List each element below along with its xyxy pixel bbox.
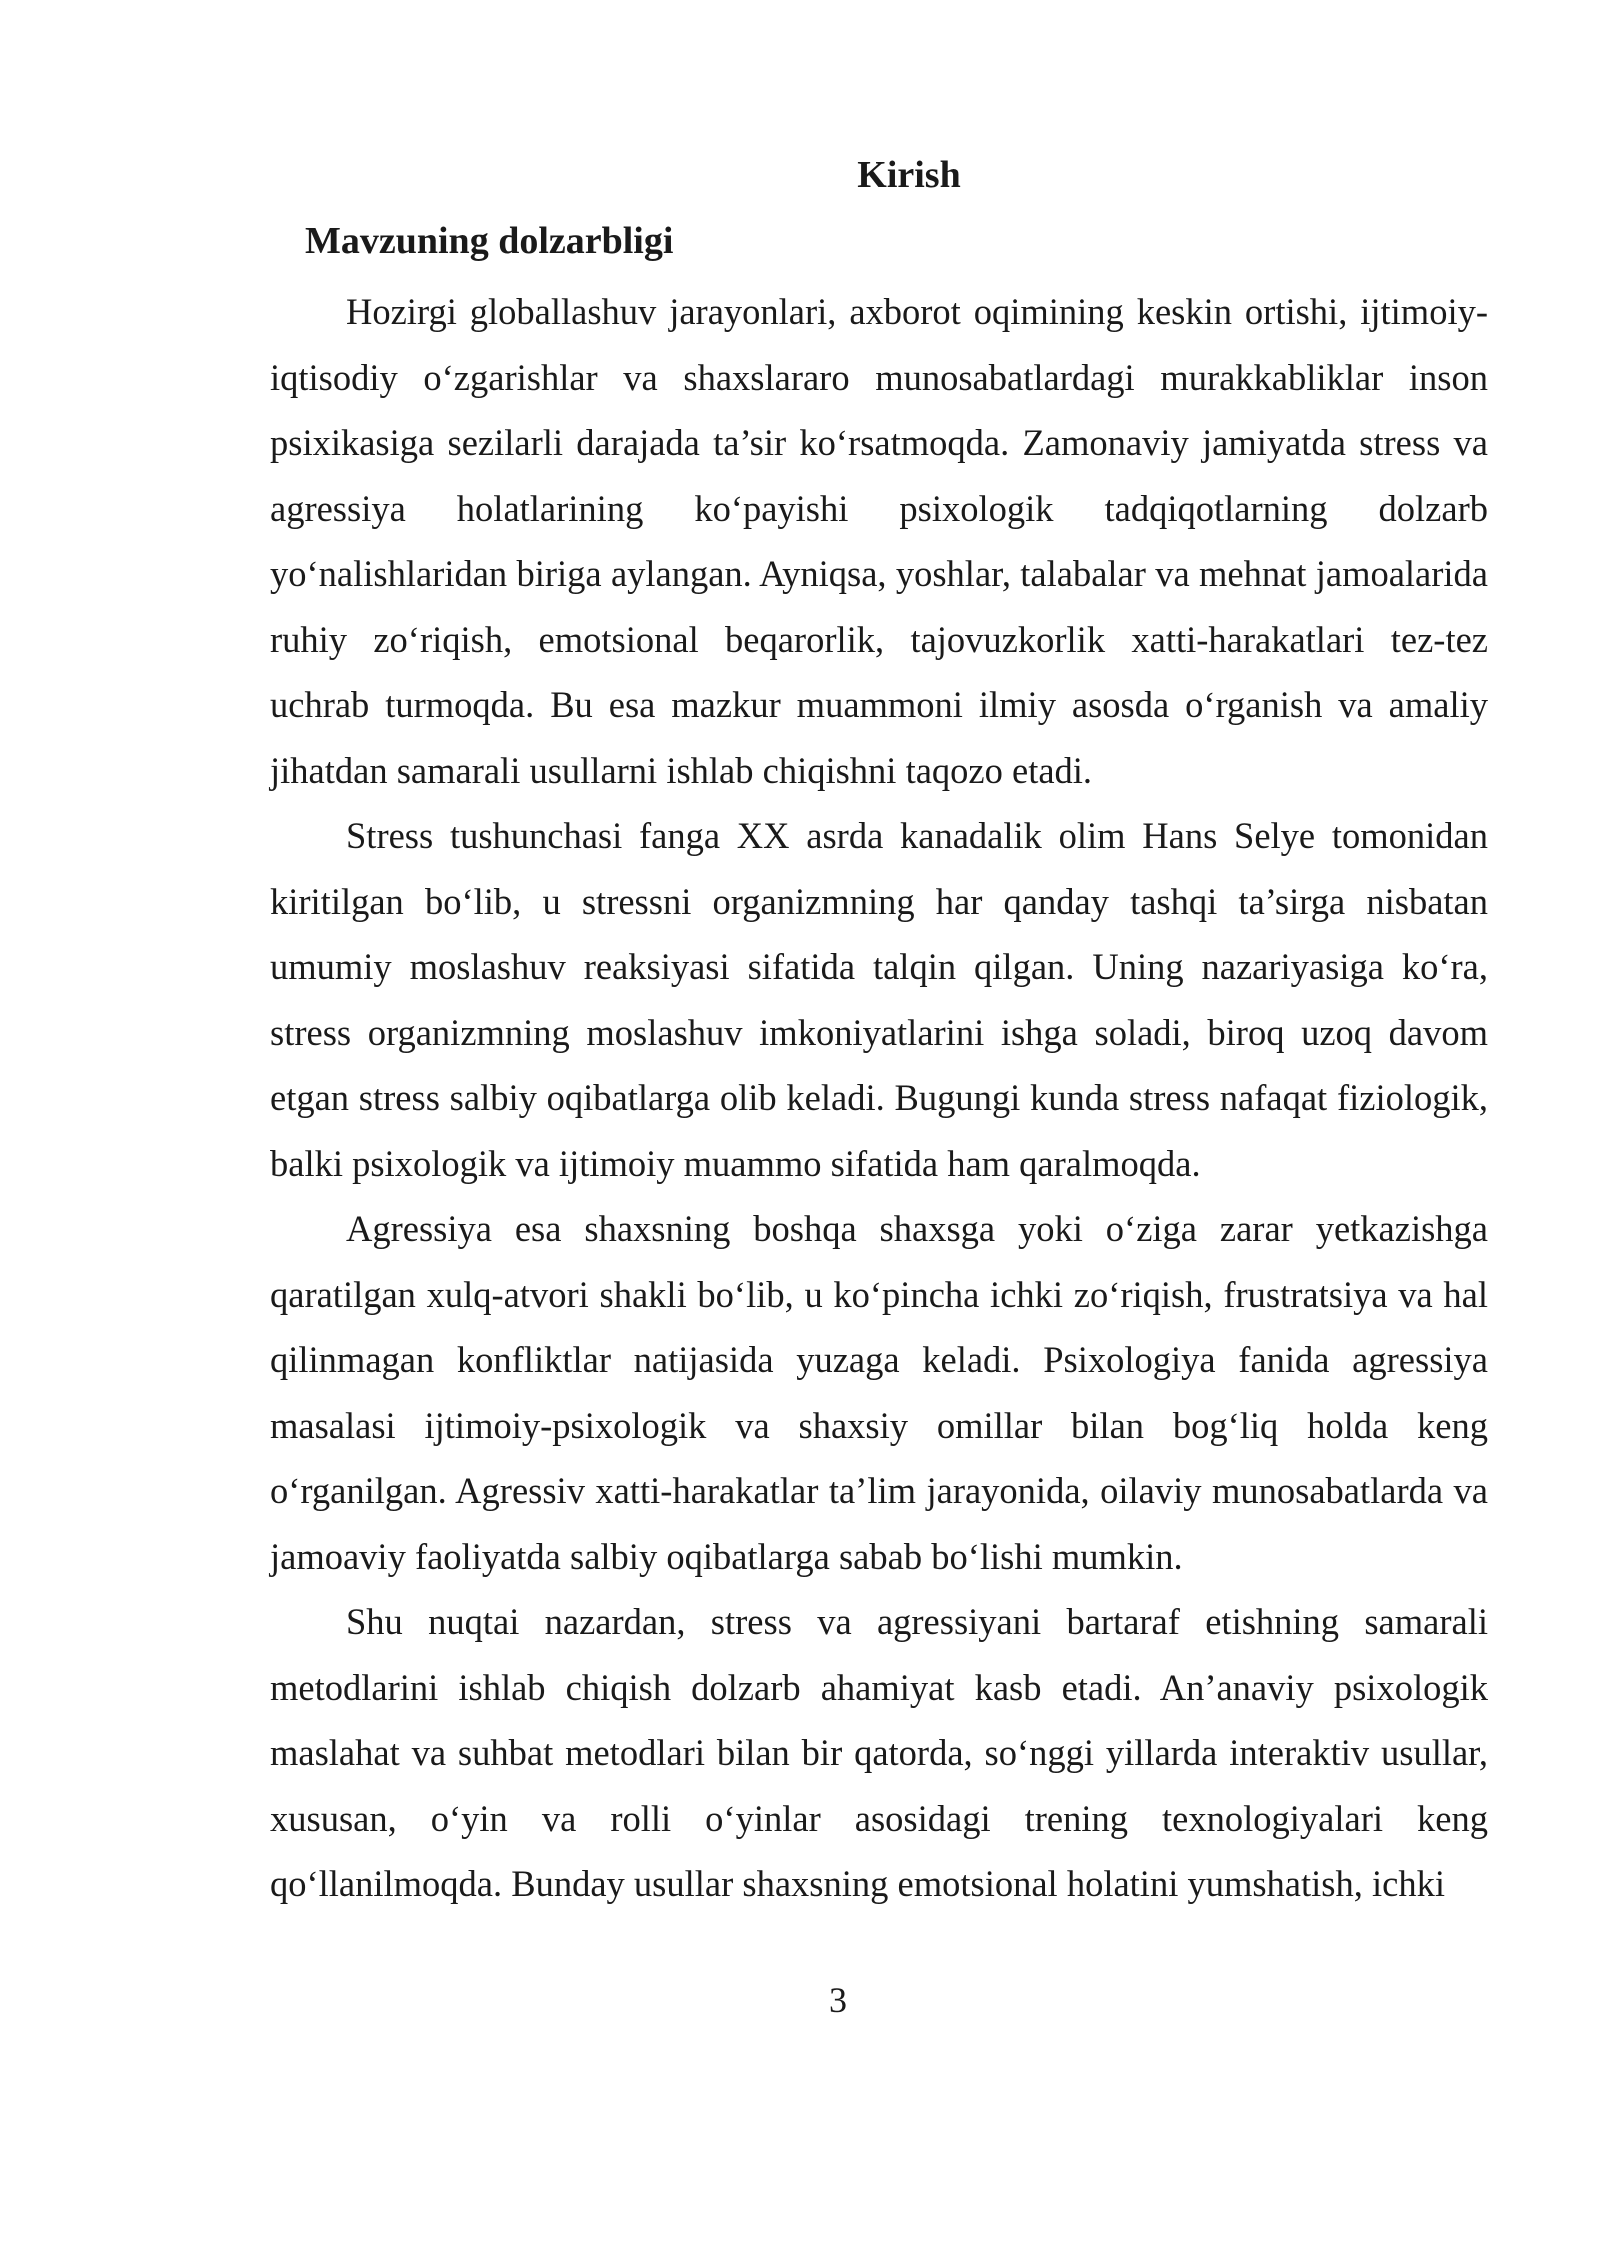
page-number: 3 (829, 1980, 847, 2020)
paragraph: Hozirgi globallashuv jarayonlari, axborot oqimining keskin ortishi, ijtimoiy-iqtisodiy o‘zgarishlar va shaxslararo munosabatlardagi murakkabliklar inson psixikasiga sezilarli darajada ta’sir ko‘rsatmoqda. Zamonaviy jamiyatda stress va agressiya holatlarining ko‘payishi psixologik tadqiqotlarning dolzarb yo‘nalishlaridan biriga aylangan. Ayniqsa, yoshlar, talabalar va mehnat jamoalarida ruhiy zo‘riqish, emotsional beqarorlik, tajovuzkorlik xatti-harakatlari tez-tez uchrab turmoqda. Bu esa mazkur muammoni ilmiy asosda o‘rganish va amaliy jihatdan samarali usullarni ishlab chiqishni taqozo etadi. (270, 291, 1488, 791)
section-subtitle: Mavzuning dolzarbligi (305, 220, 674, 262)
paragraph: Agressiya esa shaxsning boshqa shaxsga yoki o‘ziga zarar yetkazishga qaratilgan xulq-atvori shakli bo‘lib, u ko‘pincha ichki zo‘riqish, frustratsiya va hal qilinmagan konfliktlar natijasida yuzaga keladi. Psixologiya fanida agressiya masalasi ijtimoiy-psixologik va shaxsiy omillar bilan bog‘liq holda keng o‘rganilgan. Agressiv xatti-harakatlar ta’lim jarayonida, oilaviy munosabatlarda va jamoaviy faoliyatda salbiy oqibatlarga sabab bo‘lishi mumkin. (270, 1208, 1488, 1577)
section-title: Kirish (857, 154, 961, 196)
document-body (270, 279, 1488, 1917)
paragraph: Stress tushunchasi fanga XX asrda kanadalik olim Hans Selye tomonidan kiritilgan bo‘lib, u stressni organizmning har qanday tashqi ta’sirga nisbatan umumiy moslashuv reaksiyasi sifatida talqin qilgan. Uning nazariyasiga ko‘ra, stress organizmning moslashuv imkoniyatlarini ishga soladi, biroq uzoq davom etgan stress salbiy oqibatlarga olib keladi. Bugungi kunda stress nafaqat fiziologik, balki psixologik va ijtimoiy muammo sifatida ham qaralmoqda. (270, 815, 1488, 1184)
paragraph: Shu nuqtai nazardan, stress va agressiyani bartaraf etishning samarali metodlarini ishlab chiqish dolzarb ahamiyat kasb etadi. An’anaviy psixologik maslahat va suhbat metodlari bilan bir qatorda, so‘nggi yillarda interaktiv usullar, xususan, o‘yin va rolli o‘yinlar asosidagi trening texnologiyalari keng qo‘llanilmoqda. Bunday usullar shaxsning emotsional holatini yumshatish, ichki (270, 1601, 1488, 1904)
